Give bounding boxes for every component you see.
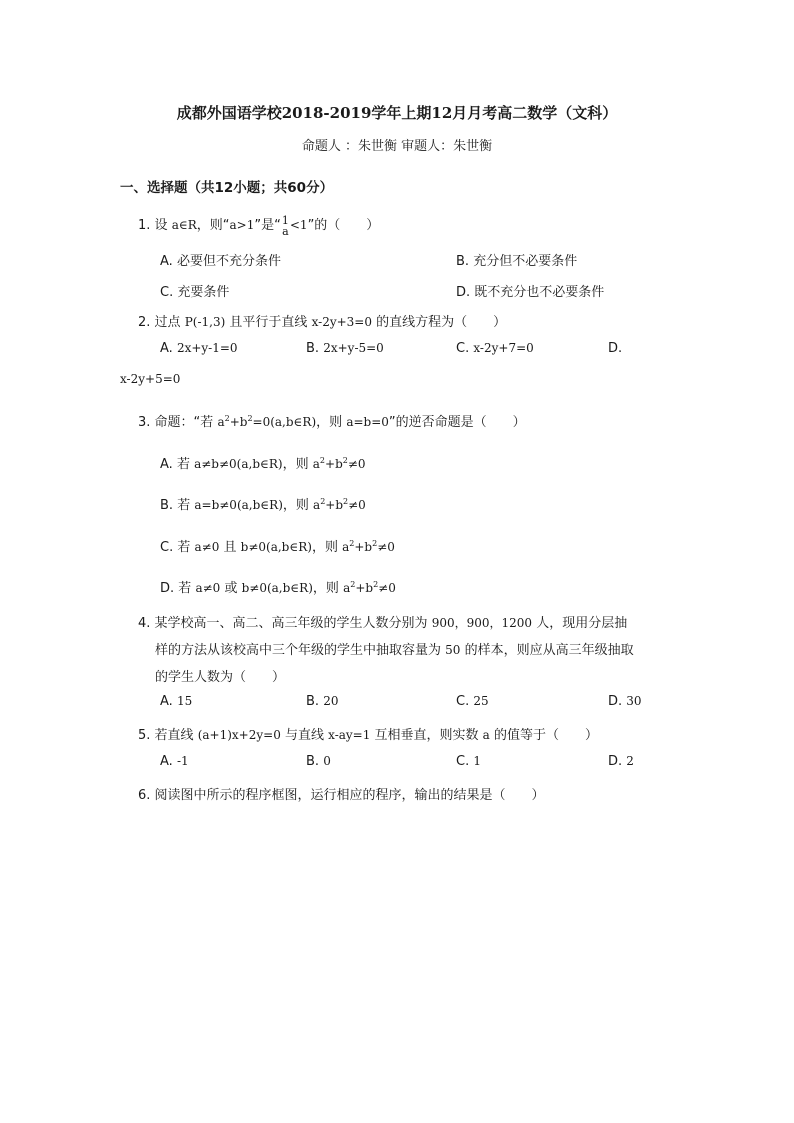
question-text: 样的方法从该校高中三个年级的学生中抽取容量为 <box>155 643 442 658</box>
question-text: ，则 <box>316 415 343 430</box>
option-math: b≠0(a,b∈R) <box>241 581 313 595</box>
option-math: 20 <box>323 694 339 708</box>
option-text: ，则 <box>312 581 339 596</box>
math-expr: a <box>482 728 490 742</box>
option-a <box>160 694 192 709</box>
option-c <box>456 341 534 356</box>
option-b <box>306 341 384 356</box>
question-3 <box>138 411 526 430</box>
option-label: D. <box>608 694 623 709</box>
option-label: C. <box>160 540 174 555</box>
question-text: ”是“ <box>254 218 281 233</box>
math-expr: 900，900，1200 <box>431 616 533 630</box>
option-c <box>160 281 229 300</box>
option-a <box>160 341 238 356</box>
option-label: D. <box>608 754 623 769</box>
option-math: a=b≠0(a,b∈R) <box>194 498 283 512</box>
option-math: a≠0 <box>195 581 221 595</box>
question-number: 4. <box>138 616 151 631</box>
math-expr: a=b=0 <box>346 415 389 429</box>
option-math: -1 <box>176 754 189 768</box>
math-expr: x-2y+3=0 <box>311 315 372 329</box>
option-math: $a^2+b^2\ne 0$ <box>313 497 366 512</box>
option-label: D. <box>456 285 471 300</box>
question-text: ”的（ ） <box>307 218 380 233</box>
question-number: 6. <box>138 788 151 803</box>
option-math: 0 <box>323 754 331 768</box>
option-label: A. <box>160 457 173 472</box>
question-6 <box>138 784 545 803</box>
option-label: C. <box>456 754 470 769</box>
option-math: $a^2+b^2\ne 0$ <box>312 456 366 471</box>
question-5 <box>138 724 598 743</box>
option-math: x-2y+5=0 <box>120 372 181 386</box>
option-c <box>160 536 395 555</box>
option-label: C. <box>456 694 470 709</box>
option-math: a≠b≠0(a,b∈R) <box>194 457 283 471</box>
question-4-line-3: 的学生人数为（ ） <box>155 670 286 685</box>
option-label: C. <box>456 341 470 356</box>
question-text: 与直线 <box>284 728 324 743</box>
section-heading: 一、选择题（共12小题；共60分） <box>120 180 334 196</box>
question-4-line-2 <box>155 639 634 658</box>
math-expr: (a+1)x+2y=0 <box>197 728 281 742</box>
option-math: 2x+y-1=0 <box>176 341 238 355</box>
option-label: B. <box>306 754 320 769</box>
option-a <box>160 453 366 472</box>
option-b <box>456 250 577 269</box>
option-b <box>160 494 366 513</box>
option-math: x-2y+7=0 <box>473 341 534 355</box>
math-expr: <1 <box>289 218 308 232</box>
option-math: 2x+y-5=0 <box>323 341 384 355</box>
math-expr: a∈R <box>171 218 197 232</box>
option-math: 25 <box>473 694 489 708</box>
question-2 <box>138 311 506 330</box>
option-text: ，则 <box>282 498 309 513</box>
authors-line: 命题人 ：朱世衡 审题人：朱世衡 <box>301 139 493 154</box>
option-text: ，则 <box>282 457 309 472</box>
option-d <box>608 694 642 709</box>
option-c <box>456 694 489 709</box>
option-text: 若 <box>178 581 192 596</box>
option-label: B. <box>306 694 320 709</box>
option-label: A. <box>160 694 173 709</box>
question-text: 设 <box>154 218 168 233</box>
option-math: 2 <box>626 754 634 768</box>
option-label: A. <box>160 341 173 356</box>
option-a <box>160 250 281 269</box>
option-text: 若 <box>177 540 191 555</box>
math-expr: x-ay=1 <box>328 728 371 742</box>
option-b <box>306 754 331 769</box>
question-text: 某学校高一、高二、高三年级的学生人数分别为 <box>154 616 428 631</box>
option-d <box>160 577 396 596</box>
option-c <box>456 754 481 769</box>
option-d-label: D. <box>608 341 623 356</box>
option-text: 且 <box>223 540 237 555</box>
option-math: b≠0(a,b∈R) <box>240 540 312 554</box>
option-a <box>160 754 189 769</box>
math-expr: 50 <box>445 643 461 657</box>
option-math: 30 <box>626 694 642 708</box>
fraction <box>282 215 289 237</box>
fraction-denominator: a <box>282 224 289 238</box>
option-label: D. <box>160 581 175 596</box>
option-label: A. <box>160 254 173 269</box>
option-label: B. <box>306 341 320 356</box>
option-text: 充要条件 <box>177 285 230 300</box>
option-text: 必要但不充分条件 <box>176 254 281 269</box>
option-text: 或 <box>224 581 238 596</box>
option-text: ，则 <box>311 540 338 555</box>
question-text: 互相垂直，则实数 <box>374 728 479 743</box>
question-text: ，则“ <box>196 218 230 233</box>
question-1 <box>138 214 379 237</box>
option-d <box>608 754 634 769</box>
math-expr: P(-1,3) <box>184 315 226 329</box>
question-text: 若直线 <box>154 728 194 743</box>
option-text: 若 <box>176 457 190 472</box>
question-text: 命题：“若 <box>154 415 214 430</box>
fraction-numerator: 1 <box>281 213 289 227</box>
option-math: a≠0 <box>194 540 220 554</box>
math-expr: $a^2+b^2=0(a,b\in R)$ <box>217 414 317 429</box>
option-math: $a^2+b^2\ne 0$ <box>343 580 396 595</box>
question-text: 人，现用分层抽 <box>536 616 628 631</box>
question-text: 阅读图中所示的程序框图，运行相应的程序，输出的结果是（ ） <box>154 788 545 803</box>
option-math: 15 <box>176 694 193 708</box>
question-number: 1. <box>138 218 151 233</box>
question-text: 的值等于（ ） <box>493 728 598 743</box>
option-text: 充分但不必要条件 <box>473 254 578 269</box>
question-4 <box>138 612 627 631</box>
question-number: 3. <box>138 415 151 430</box>
option-d-math <box>120 372 180 387</box>
option-label: A. <box>160 754 173 769</box>
option-d <box>456 281 604 300</box>
option-label: B. <box>456 254 470 269</box>
question-text: 过点 <box>154 315 181 330</box>
option-math: 1 <box>473 754 481 768</box>
question-text: 的样本，则应从高三年级抽取 <box>464 643 634 658</box>
page-title: 成都外国语学校2018-2019学年上期12月月考高二数学（文科） <box>176 104 618 122</box>
option-text: 若 <box>177 498 191 513</box>
question-text: ”的逆否命题是（ ） <box>388 415 526 430</box>
option-text: 既不充分也不必要条件 <box>474 285 605 300</box>
option-math: $a^2+b^2\ne 0$ <box>342 539 395 554</box>
question-number: 2. <box>138 315 151 330</box>
question-text: 且平行于直线 <box>229 315 308 330</box>
option-label: B. <box>160 498 174 513</box>
math-expr: a>1 <box>229 218 255 232</box>
question-text: 的直线方程为（ ） <box>376 315 507 330</box>
question-number: 5. <box>138 728 151 743</box>
option-label: C. <box>160 285 174 300</box>
option-b <box>306 694 338 709</box>
